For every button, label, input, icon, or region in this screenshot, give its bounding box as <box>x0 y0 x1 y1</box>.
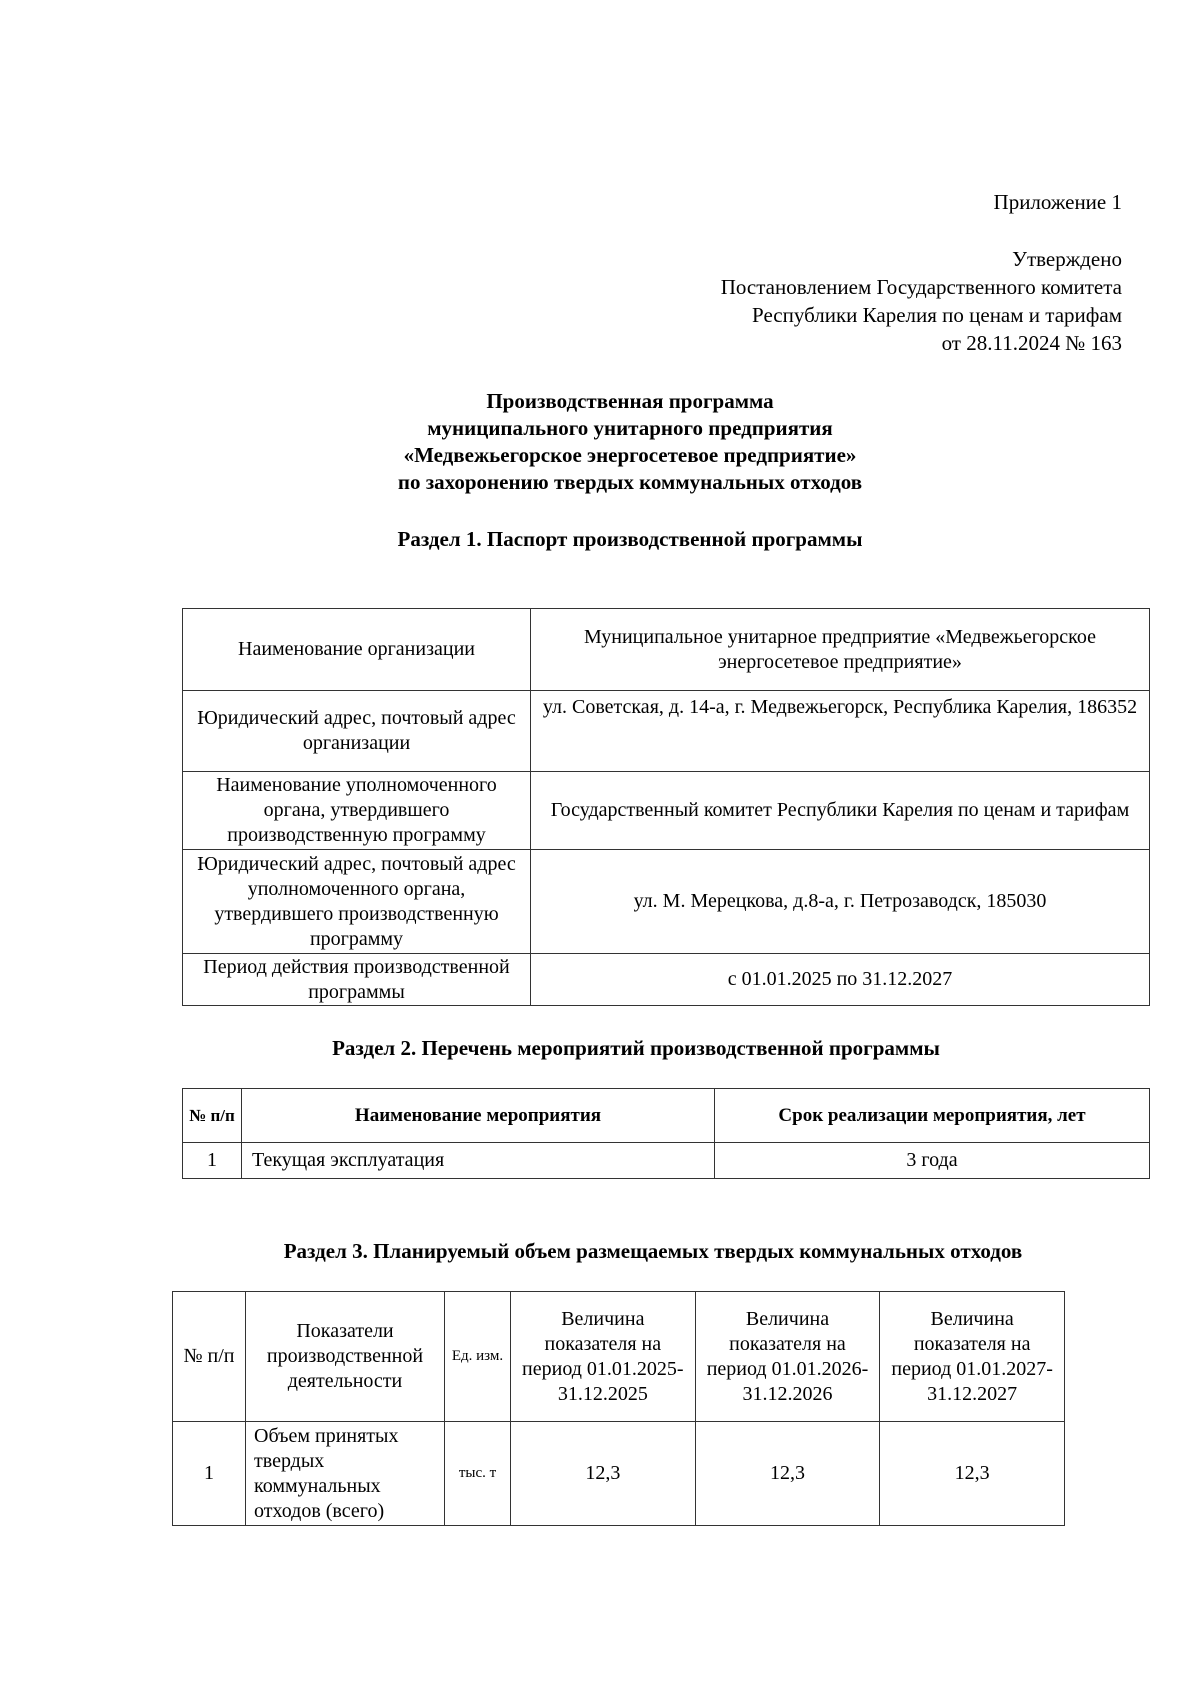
table-row <box>183 609 1150 691</box>
title-line: муниципального унитарного предприятия <box>427 416 833 440</box>
table-row <box>183 1143 1150 1179</box>
header-term: Срок реализации мероприятия, лет <box>715 1089 1150 1143</box>
cell-num: 1 <box>183 1143 242 1179</box>
approval-line: Республики Карелия по ценам и тарифам <box>752 303 1122 327</box>
approval-block <box>721 245 1122 357</box>
header-period-2027: Величина показателя на период 01.01.2027-31.12.2027 <box>880 1292 1065 1422</box>
cell-value-2025: 12,3 <box>511 1422 696 1526</box>
row-label: Юридический адрес, почтовый адрес организации <box>183 691 531 772</box>
cell-value-2027: 12,3 <box>880 1422 1065 1526</box>
row-value: ул. М. Мерецкова, д.8-а, г. Петрозаводск, 185030 <box>531 850 1150 954</box>
header-measure-name: Наименование мероприятия <box>242 1089 715 1143</box>
row-label: Период действия производственной программы <box>183 954 531 1006</box>
table-header-row <box>173 1292 1065 1422</box>
table-row <box>183 691 1150 772</box>
title-line: по захоронению твердых коммунальных отходов <box>397 470 863 494</box>
table-row <box>173 1422 1065 1526</box>
row-value: Муниципальное унитарное предприятие «Медвежьегорское энергосетевое предприятие» <box>531 609 1150 691</box>
row-value: с 01.01.2025 по 31.12.2027 <box>531 954 1150 1006</box>
row-label: Наименование уполномоченного органа, утвердившего производственную программу <box>183 772 531 850</box>
document-title <box>0 388 1200 496</box>
approval-line: Утверждено <box>1012 247 1122 271</box>
volume-table <box>172 1291 1065 1526</box>
header-period-2026: Величина показателя на период 01.01.2026-31.12.2026 <box>695 1292 880 1422</box>
section2-title: Раздел 2. Перечень мероприятий производственной программы <box>332 1036 940 1060</box>
table-row <box>183 850 1150 954</box>
approval-line: от 28.11.2024 № 163 <box>941 331 1122 355</box>
cell-indicator: Объем принятых твердых коммунальных отходов (всего) <box>246 1422 445 1526</box>
row-value: ул. Советская, д. 14-а, г. Медвежьегорск, Республика Карелия, 186352 <box>531 691 1150 772</box>
row-label: Наименование организации <box>183 609 531 691</box>
section3-title: Раздел 3. Планируемый объем размещаемых твердых коммунальных отходов <box>283 1239 1023 1263</box>
header-indicator: Показатели производственной деятельности <box>246 1292 445 1422</box>
table-row <box>183 954 1150 1006</box>
table-header-row <box>183 1089 1150 1143</box>
row-label: Юридический адрес, почтовый адрес уполномоченного органа, утвердившего производственную программу <box>183 850 531 954</box>
header-period-2025: Величина показателя на период 01.01.2025-31.12.2025 <box>511 1292 696 1422</box>
title-line: «Медвежьегорское энергосетевое предприятие» <box>403 443 857 467</box>
cell-num: 1 <box>173 1422 246 1526</box>
header-num: № п/п <box>183 1089 242 1143</box>
approval-line: Постановлением Государственного комитета <box>720 275 1122 299</box>
table-row <box>183 772 1150 850</box>
title-line: Производственная программа <box>486 389 774 413</box>
cell-unit: тыс. т <box>445 1422 511 1526</box>
header-num: № п/п <box>173 1292 246 1422</box>
cell-measure-name: Текущая эксплуатация <box>242 1143 715 1179</box>
row-value: Государственный комитет Республики Карелия по ценам и тарифам <box>531 772 1150 850</box>
measures-table <box>182 1088 1150 1179</box>
passport-table <box>182 608 1150 1006</box>
cell-term: 3 года <box>715 1143 1150 1179</box>
section1-title: Раздел 1. Паспорт производственной программы <box>397 527 863 551</box>
appendix-label: Приложение 1 <box>993 190 1122 214</box>
header-unit: Ед. изм. <box>445 1292 511 1422</box>
cell-value-2026: 12,3 <box>695 1422 880 1526</box>
